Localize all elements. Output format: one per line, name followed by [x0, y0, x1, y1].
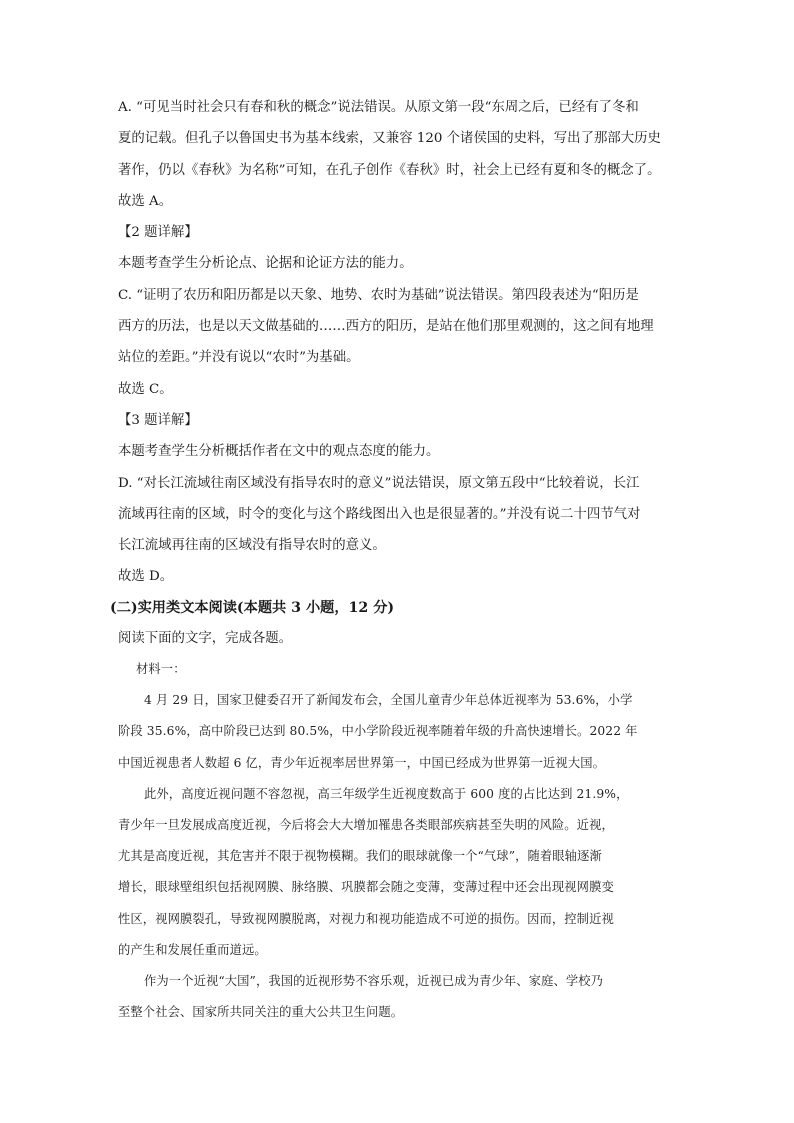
material-line: 此外，高度近视问题不容忽视，高三年级学生近视度数高于 600 度的占比达到 21.9%， [144, 786, 629, 801]
answer-line: 本题考查学生分析论点、论据和论证方法的能力。 [118, 256, 413, 272]
question-heading: 【3 题详解】 [118, 412, 198, 428]
answer-line: C. “证明了农历和阳历都是以天象、地势、农时为基础”说法错误。第四段表述为“阳历是 [118, 287, 639, 303]
material-line: 尤其是高度近视，其危害并不限于视物模糊。我们的眼球就像一个“气球”，随着眼轴逐渐 [118, 849, 602, 864]
answer-choice: 故选 A。 [118, 193, 173, 209]
material-line: 的产生和发展任重而道远。 [118, 942, 267, 957]
answer-line: 西方的历法，也是以天文做基础的……西方的阳历，是站在他们那里观测的，这之间有地理 [118, 319, 654, 335]
section-title: (二)实用类文本阅读(本题共 3 小题，12 分) [110, 599, 395, 616]
answer-line: 流域再往南的区域，时令的变化与这个路线图出入也是很显著的。”并没有说二十四节气对 [118, 506, 641, 522]
material-line: 作为一个近视“大国”，我国的近视形势不容乐观，近视已成为青少年、家庭、学校乃 [144, 974, 604, 989]
answer-line: 站位的差距。”并没有说以“农时”为基础。 [118, 350, 360, 366]
instruction: 阅读下面的文字，完成各题。 [118, 630, 293, 646]
answer-line: A. “可见当时社会只有春和秋的概念”说法错误。从原文第一段“东周之后，已经有了冬和 [118, 100, 639, 115]
material-label: 材料一： [136, 662, 186, 677]
material-line: 阶段 35.6%，高中阶段已达到 80.5%，中小学阶段近视率随着年级的升高快速增长。2022 年 [118, 724, 638, 739]
material-line: 中国近视患者人数超 6 亿，青少年近视率居世界第一，中国已经成为世界第一近视大国。 [118, 755, 606, 770]
answer-line: 长江流域再往南的区域没有指导农时的意义。 [118, 538, 386, 554]
document-page [110, 92, 678, 1028]
material-line: 增长，眼球壁组织包括视网膜、脉络膜、巩膜都会随之变薄，变薄过程中还会出现视网膜变 [118, 880, 614, 895]
answer-line: 本题考查学生分析概括作者在文中的观点态度的能力。 [118, 444, 440, 460]
question-heading: 【2 题详解】 [118, 225, 198, 241]
material-line: 青少年一旦发展成高度近视，今后将会大大增加罹患各类眼部疾病甚至失明的风险。近视， [118, 818, 614, 833]
material-line: 性区，视网膜裂孔，导致视网膜脱离，对视力和视功能造成不可逆的损伤。因而，控制近视 [118, 911, 614, 926]
answer-line: 著作，仍以《春秋》为名称”可知，在孔子创作《春秋》时，社会上已经有夏和冬的概念了。 [118, 162, 661, 178]
answer-choice: 故选 C。 [118, 381, 173, 397]
answer-line: D. “对长江流域往南区域没有指导农时的意义”说法错误，原文第五段中“比较着说，长江 [118, 475, 640, 491]
answer-choice: 故选 D。 [118, 569, 174, 585]
material-line: 至整个社会、国家所共同关注的重大公共卫生问题。 [118, 1005, 404, 1020]
answer-line: 夏的记载。但孔子以鲁国史书为基本线索，又兼容 120 个诸侯国的史料，写出了那部大历史 [118, 131, 661, 147]
material-line: 4 月 29 日，国家卫健委召开了新闻发布会，全国儿童青少年总体近视率为 53.6%，小学 [144, 693, 633, 708]
